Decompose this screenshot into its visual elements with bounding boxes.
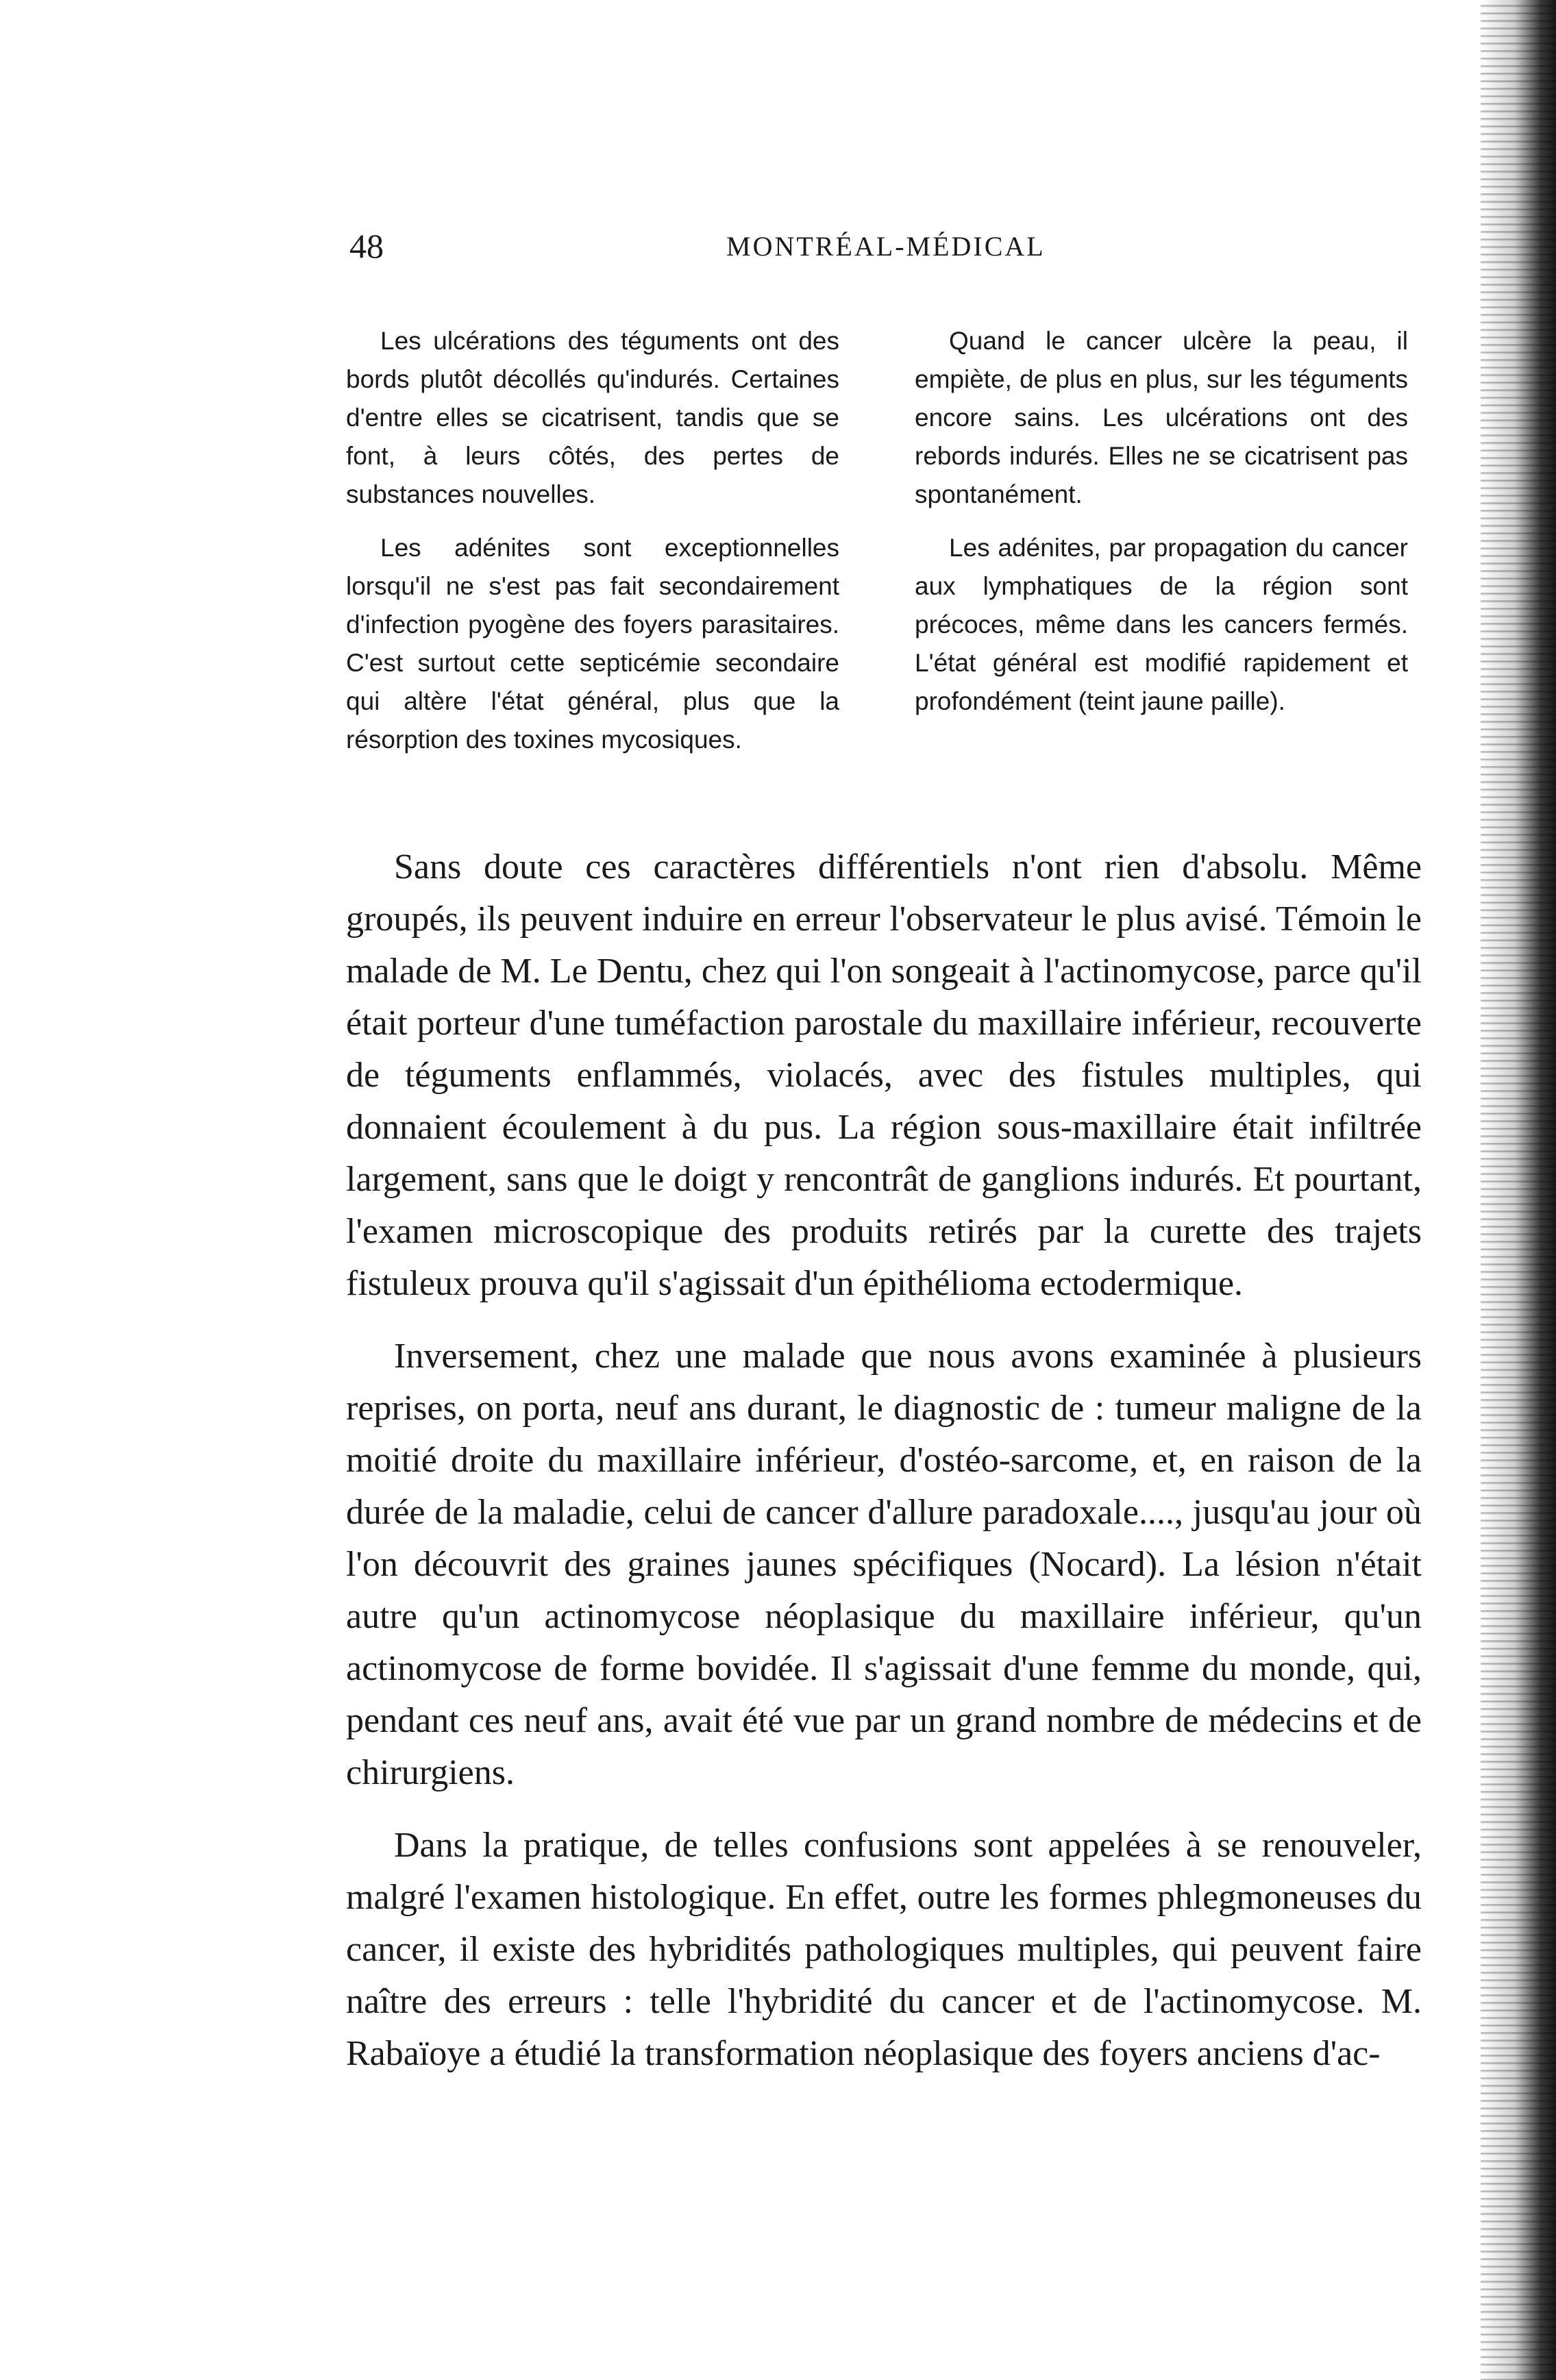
column-paragraph: Les adénites, par propagation du cancer aux lymphatiques de la région sont précoces, même dans les cancers fermés. L'état général est modifié rapidement et profondément (teint jaune paille). [915,534,1408,715]
column-paragraph: Les ulcérations des téguments ont des bords plutôt décollés qu'indurés. Certaines d'entre elles se cicatrisent, tandis que se font, à leurs côtés, des pertes de substances nouvelles. [346,327,839,508]
journal-title: MONTRÉAL-MÉDICAL [726,231,1046,262]
page-number: 48 [349,227,384,265]
actinomycosis-column [346,322,839,774]
body-text [346,841,1422,2100]
body-paragraph: Dans la pratique, de telles confusions sont appelées à se renouveler, malgré l'examen histologique. En effet, outre les formes phlegmoneuses du cancer, il existe des hybridités pathologiques multiples, qui peuvent faire naître des erreurs : telle l'hybridité du cancer et de l'actinomycose. M. Rabaïoye a étudié la transformation néoplasique des foyers anciens d'ac- [346,1826,1422,2073]
comparison-table [346,322,1415,788]
page-binding-shadow [1481,0,1556,2380]
cancer-column [915,322,1408,736]
column-paragraph: Quand le cancer ulcère la peau, il empiète, de plus en plus, sur les téguments encore sains. Les ulcérations ont des rebords indurés. Elles ne se cicatrisent pas spontanément. [915,327,1408,508]
body-paragraph: Sans doute ces caractères différentiels n'ont rien d'absolu. Même groupés, ils peuvent induire en erreur l'observateur le plus avisé. Témoin le malade de M. Le Dentu, chez qui l'on songeait à l'actinomycose, parce qu'il était porteur d'une tuméfaction parostale du maxillaire inférieur, recouverte de téguments enflammés, violacés, avec des fistules multiples, qui donnaient écoulement à du pus. La région sous-maxillaire était infiltrée largement, sans que le doigt y rencontrât de ganglions indurés. Et pourtant, l'examen microscopique des produits retirés par la curette des trajets fistuleux prouva qu'il s'agissait d'un épithélioma ectodermique. [346,847,1422,1303]
body-paragraph: Inversement, chez une malade que nous avons examinée à plusieurs reprises, on porta, neuf ans durant, le diagnostic de : tumeur maligne de la moitié droite du maxillaire inférieur, d'ostéo-sarcome, et, en raison de la durée de la maladie, celui de cancer d'allure paradoxale...., jusqu'au jour où l'on découvrit des graines jaunes spécifiques (Nocard). La lésion n'était autre qu'un actinomycose néoplasique du maxillaire inférieur, qu'un actinomycose de forme bovidée. Il s'agissait d'une femme du monde, qui, pendant ces neuf ans, avait été vue par un grand nombre de médecins et de chirurgiens. [346,1337,1422,1792]
running-head [349,226,1418,274]
column-paragraph: Les adénites sont exceptionnelles lorsqu'il ne s'est pas fait secondairement d'infection pyogène des foyers parasitaires. C'est surtout cette septicémie secondaire qui altère l'état général, plus que la résorption des toxines mycosiques. [346,534,839,754]
